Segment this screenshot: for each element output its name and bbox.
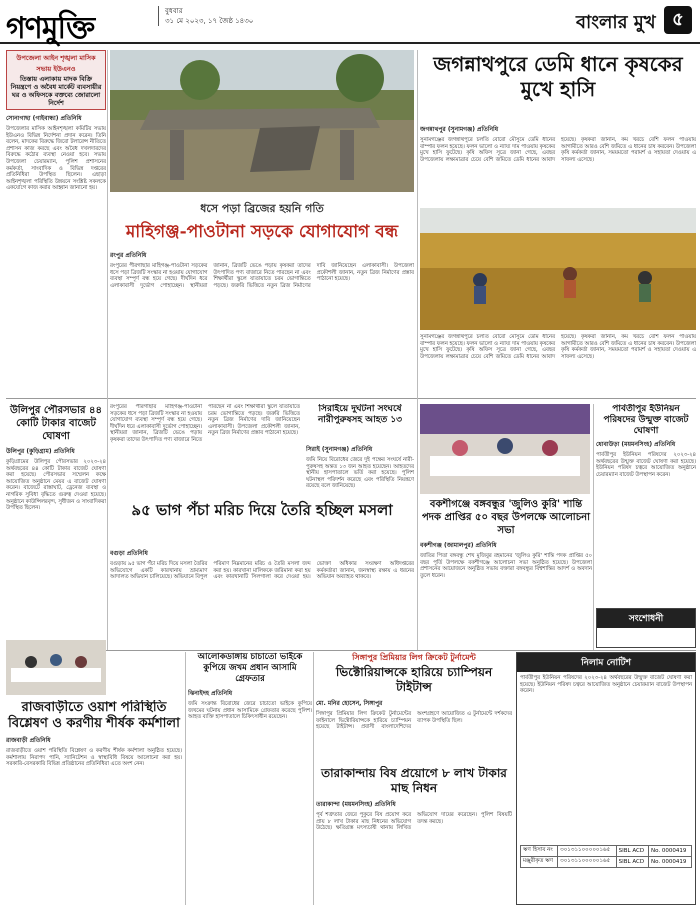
paddy-field-photo <box>420 208 696 330</box>
newspaper-logo: গণমুক্তি <box>6 11 95 46</box>
auction-notice-title: নিলাম নোটিশ <box>517 653 695 672</box>
column-rule <box>417 50 418 650</box>
page-number: ৫ <box>664 6 692 34</box>
article-ulipur-title: উলিপুর পৌরসভার ৪৪ কোটি টাকার বাজেট ঘোষণা <box>10 405 102 442</box>
article-curie-byline: বকশীগঞ্জ (জামালপুর) প্রতিনিধি <box>420 542 497 549</box>
divider-2 <box>6 650 696 651</box>
article-parbatipur-title: পার্বতীপুর ইউনিয়ন পরিষদের উন্মুক্ত বাজেট ঘোষণা <box>603 404 689 436</box>
divider <box>6 398 696 399</box>
column-rule <box>107 50 108 650</box>
article-curie <box>420 498 592 648</box>
article-wash-byline: রাজবাড়ী প্রতিনিধি <box>6 737 51 744</box>
article-fish <box>316 766 512 905</box>
article-jagannathpur-title: জগন্নাথপুরে ডেমি ধানে কৃষকের মুখে হাসি <box>433 52 683 101</box>
article-nari-byline: সিরাই (সুনামগঞ্জ) প্রতিনিধি <box>306 446 373 453</box>
article-jhenaidah-byline: ঝিনাইদহ প্রতিনিধি <box>188 690 233 697</box>
article-jhenaidah-body: জমি সংক্রান্ত বিরোধের জেরে চাচাতো ভাইকে কুপিয়ে জখমের ঘটনায় প্রধান আসামিকে গ্রেফতার করেছে পুলিশ। আহত ব্যক্তি হাসপাতালে চিকিৎসাধীন রয়েছেন। <box>188 701 312 721</box>
table-cell: SIBL ACD <box>616 857 648 868</box>
article-ulipur-body: কুড়িগ্রামের উলিপুর পৌরসভার ২০২৩-২৪ অর্থবছরের ৪৪ কোটি টাকার বাজেট ঘোষণা করা হয়েছে। পৌরসভার সম্মেলন কক্ষে আয়োজিত অনুষ্ঠানে মেয়র এ বাজেট ঘোষণা করেন। বাজেটে রাস্তাঘাট, ড্রেনেজ ব্যবস্থা ও নাগরিক সুবিধা বৃদ্ধিতে গুরুত্ব দেওয়া হয়েছে। অনুষ্ঠানে কাউন্সিলরবৃন্দ, সুধীজন ও সাংবাদিকরা উপস্থিত ছিলেন। <box>6 459 106 512</box>
correction-box <box>596 608 696 648</box>
meeting-photo <box>420 404 590 494</box>
article-bridge-kicker: ধসে পড়া ব্রিজের হয়নি গতি <box>200 202 324 215</box>
column-rule <box>313 652 314 905</box>
article-wash <box>6 700 182 905</box>
section-name: বাংলার মুখ <box>576 12 656 33</box>
article-parbatipur-body: পার্বতীপুর ইউনিয়ন পরিষদের ২০২৩-২৪ অর্থবছরের উন্মুক্ত বাজেট ঘোষণা করা হয়েছে। ইউনিয়ন পরিষদ চত্বরে আয়োজিত অনুষ্ঠানে চেয়ারম্যান বাজেট উপস্থাপন করেন। <box>596 452 696 478</box>
article-bridge-body: রংপুরের পীরগাছার মাহিগঞ্জ-পাওটানা সড়কের ধসে পড়া ব্রিজটি সংস্কার না হওয়ায় যোগাযোগ ব্যবস্থা সম্পূর্ণ বন্ধ হয়ে গেছে। দীর্ঘদিন ধরে এলাকাবাসী দুর্ভোগ পোহাচ্ছেন। স্থানীয়রা জানান, ব্রিজটি ভেঙে পড়ায় কৃষকরা তাদের উৎপাদিত পণ্য বাজারে নিতে পারছেন না এবং শিক্ষার্থীরা স্কুলে যাতায়াতে চরম ভোগান্তিতে পড়ছে। জরুরি ভিত্তিতে নতুন ব্রিজ নির্মাণের দাবি জানিয়েছেন এলাকাবাসী। উপজেলা প্রকৌশলী জানান, নতুন ব্রিজ নির্মাণের প্রস্তাব পাঠানো হয়েছে। <box>110 263 414 289</box>
article-cricket-byline: মো. মনির হোসেন, সিঙ্গাপুর <box>316 700 383 707</box>
table-cell: ৩০১৩১১০০০০০১৬৫ <box>558 846 617 857</box>
article-fish-title: তারাকান্দায় বিষ প্রয়োগে ৮ লাখ টাকার মাছ নিধন <box>321 766 507 795</box>
correction-title: সংশোধনী <box>597 609 695 628</box>
table-cell: No. 0000419 <box>649 846 692 857</box>
masthead-day: বুধবার <box>165 7 183 15</box>
article-masala <box>110 548 414 644</box>
auction-notice-table <box>520 845 692 868</box>
article-curie-title: বকশীগঞ্জে বঙ্গবন্ধুর 'জুলিও কুরি' শান্তি পদক প্রাপ্তির ৫০ বছর উপলক্ষে আলোচনা সভা <box>422 499 590 536</box>
article-cricket <box>316 652 512 762</box>
article-bridge-cont <box>110 404 300 496</box>
table-cell: ৩০১৩১১০০০০০১৬৫ <box>558 857 617 868</box>
masthead-date-line: ৩১ মে ২০২৩, ১৭ জৈষ্ঠ ১৪৩০ <box>165 17 254 25</box>
article-bridge-title: মাহিগঞ্জ-পাওটানা সড়কে যোগাযোগ বন্ধ <box>125 222 399 242</box>
table-cell: No. 0000419 <box>649 857 692 868</box>
table-row <box>521 857 692 868</box>
article-ulipur <box>6 404 106 634</box>
auction-notice <box>516 652 696 905</box>
article-tipu-kicker: উপজেলা আইন শৃঙ্খলা মাসিক সভায় ইউএনও <box>16 54 96 73</box>
article-jhenaidah <box>188 652 312 905</box>
masthead-date <box>158 6 253 26</box>
article-nari-head <box>306 404 414 444</box>
article-cricket-kicker: সিঙ্গাপুর প্রিমিয়ার লিগ ক্রিকেট টুর্নামেন্ট <box>352 652 476 662</box>
auction-notice-body: পার্বতীপুর ইউনিয়ন পরিষদের ২০২৩-২৪ অর্থবছরের উন্মুক্ত বাজেট ঘোষণা করা হয়েছে। ইউনিয়ন পরিষদ চত্বরে আয়োজিত অনুষ্ঠানে চেয়ারম্যান বাজেট উপস্থাপন করেন। <box>520 675 692 695</box>
meeting-photo-illustration <box>420 404 590 494</box>
article-masala-title: ৯৫ ভাগ পঁচা মরিচ দিয়ে তৈরি হচ্ছিল মসলা <box>131 501 393 519</box>
wash-photo-illustration <box>6 640 106 695</box>
article-jagannathpur <box>420 124 696 206</box>
article-jagannathpur-body-cont: সুনামগঞ্জের জগন্নাথপুরে চলতি বোরো মৌসুমে ডেমি ধানের বাম্পার ফলন হয়েছে। ফলন ভালো ও ন্যায্য দাম পাওয়ায় কৃষকের মুখে হাসি ফুটেছে। কৃষি অফিস সূত্রে জানা গেছে, এবছর উপজেলায় লক্ষ্যমাত্রার চেয়ে বেশি জমিতে ডেমি ধানের আবাদ হয়েছে। কৃষকরা জানান, কম খরচে বেশি ফলন পাওয়ায় আগামীতে আরও বেশি জমিতে এ ধানের চাষ করবেন। উপজেলা কৃষি কর্মকর্তা জানান, সময়মতো পরামর্শ ও সহায়তা দেওয়ায় এ সাফল্য এসেছে। <box>420 334 696 360</box>
article-bridge-body-cont: রংপুরের পীরগাছার মাহিগঞ্জ-পাওটানা সড়কের ধসে পড়া ব্রিজটি সংস্কার না হওয়ায় যোগাযোগ ব্যবস্থা সম্পূর্ণ বন্ধ হয়ে গেছে। দীর্ঘদিন ধরে এলাকাবাসী দুর্ভোগ পোহাচ্ছেন। স্থানীয়রা জানান, ব্রিজটি ভেঙে পড়ায় কৃষকরা তাদের উৎপাদিত পণ্য বাজারে নিতে পারছেন না এবং শিক্ষার্থীরা স্কুলে যাতায়াতে চরম ভোগান্তিতে পড়ছে। জরুরি ভিত্তিতে নতুন ব্রিজ নির্মাণের দাবি জানিয়েছেন এলাকাবাসী। উপজেলা প্রকৌশলী জানান, নতুন ব্রিজ নির্মাণের প্রস্তাব পাঠানো হয়েছে। <box>110 404 300 443</box>
article-wash-body: রাজবাড়ীতে ওয়াশ পরিস্থিতি বিশ্লেষণ ও করণীয় শীর্ষক কর্মশালা অনুষ্ঠিত হয়েছে। কর্মশালায় নিরাপদ পানি, স্যানিটেশন ও স্বাস্থ্যবিধি বিষয়ে আলোচনা করা হয়। সরকারি-বেসরকারি বিভিন্ন প্রতিষ্ঠানের প্রতিনিধিরা এতে অংশ নেন। <box>6 748 182 768</box>
paddy-field-illustration <box>420 208 696 330</box>
article-masala-body: বগুড়ায় ৯৫ ভাগ পঁচা মরিচ দিয়ে মসলা তৈরির অভিযোগে একটি কারখানায় ভ্রাম্যমাণ আদালত অভিযান চালিয়েছে। অভিযানে বিপুল পরিমাণ নিম্নমানের মরিচ ও তৈরি মসলা জব্দ করা হয়। কারখানা মালিককে জরিমানা করা হয় এবং কারখানাটি সিলগালা করে দেওয়া হয়। ভোক্তা অধিকার সংরক্ষণ অধিদপ্তরের কর্মকর্তারা জানান, জনস্বাস্থ্য রক্ষায় এ ধরনের অভিযান অব্যাহত থাকবে। <box>110 561 414 581</box>
article-parbatipur-byline: ধোবাউড়া (ময়মনসিংহ) প্রতিনিধি <box>596 441 676 448</box>
article-fish-byline: তারাকান্দা (ময়মনসিংহ) প্রতিনিধি <box>316 801 396 808</box>
article-cricket-body: সিঙ্গাপুর প্রিমিয়ার লিগ ক্রিকেট টুর্নামেন্টের ফাইনালে ভিক্টোরিয়ান্সকে হারিয়ে চ্যাম্পিয়ন হয়েছে টাইটান্স। প্রবাসী বাংলাদেশিদের অংশগ্রহণে আয়োজিত এ টুর্নামেন্টে দর্শকদের ব্যাপক উপস্থিতি ছিল। <box>316 711 512 731</box>
article-ulipur-byline: উলিপুর (কুড়িগ্রাম) প্রতিনিধি <box>6 448 75 455</box>
masthead <box>0 0 700 44</box>
article-cricket-title: ভিক্টোরিয়ান্সকে হারিয়ে চ্যাম্পিয়ন টাইটান্স <box>335 665 493 694</box>
article-tipu-title: তিস্তায় এলাকায় মাদক বিক্রি নিয়ন্ত্রণে ও অবৈধ মার্কেট ব্যবসায়ীর ঘর ও অফিসকে বক্তব্যে জোরালো নির্দেশ <box>10 75 102 107</box>
table-row <box>521 846 692 857</box>
article-jhenaidah-title: আলোকডাঙ্গায় চাচাতো ভাইকে কুপিয়ে জখম প্রধান আসামি গ্রেফতার <box>197 652 303 684</box>
article-masala-head <box>110 500 414 546</box>
bridge-photo-illustration <box>110 50 414 192</box>
article-wash-title: রাজবাড়ীতে ওয়াশ পরিস্থিতি বিশ্লেষণ ও করণীয় শীর্ষক কর্মশালা <box>8 700 180 731</box>
wash-photo <box>6 640 106 695</box>
bridge-photo <box>110 50 414 192</box>
article-fish-body: পূর্ব শত্রুতার জেরে পুকুরে বিষ প্রয়োগ করে প্রায় ৮ লাখ টাকার মাছ নিধনের অভিযোগ উঠেছে। ক্ষতিগ্রস্ত মৎস্যচাষী থানায় লিখিত অভিযোগ দায়ের করেছেন। পুলিশ বিষয়টি তদন্ত করছে। <box>316 812 512 832</box>
article-tipu <box>6 50 106 395</box>
article-jagannathpur-byline: জগন্নাথপুর (সুনামগঞ্জ) প্রতিনিধি <box>420 126 499 133</box>
article-tipu-body: উপজেলার মাসিক আইনশৃঙ্খলা কমিটির সভায় ইউএনও বিভিন্ন নির্দেশনা প্রদান করেন। তিনি বলেন, মাদকের বিরুদ্ধে জিরো টলারেন্স নীতিতে প্রশাসন কাজ করছে এবং অবৈধ দখলদারদের বিরুদ্ধে কঠোর ব্যবস্থা নেওয়া হবে। সভায় উপজেলা চেয়ারম্যান, পুলিশ প্রশাসনের কর্মকর্তা, সাংবাদিক ও বিভিন্ন দপ্তরের প্রতিনিধিরা উপস্থিত ছিলেন। এছাড়া আইনশৃঙ্খলা পরিস্থিতি উন্নয়নে সংশ্লিষ্ট সকলকে একযোগে কাজ করার আহ্বান জানানো হয়। <box>6 126 106 192</box>
article-parbatipur <box>596 404 696 604</box>
article-jagannathpur-head <box>420 52 696 122</box>
article-bridge-byline: রংপুর প্রতিনিধি <box>110 252 147 259</box>
article-nari <box>306 444 414 496</box>
table-cell: ঋণ হিসাব নং <box>521 846 558 857</box>
article-nari-body: জমি নিয়ে বিরোধের জেরে দুই পক্ষের সংঘর্ষে নারী-পুরুষসহ অন্তত ১৩ জন আহত হয়েছেন। আহতদের স্থানীয় হাসপাতালে ভর্তি করা হয়েছে। পুলিশ ঘটনাস্থল পরিদর্শন করেছে এবং পরিস্থিতি নিয়ন্ত্রণে রয়েছে বলে জানিয়েছে। <box>306 457 414 490</box>
article-bridge <box>110 200 414 390</box>
article-jagannathpur-cont <box>420 334 696 396</box>
column-rule <box>593 404 594 650</box>
article-nari-title: সিরাইয়ে দুর্ঘটনা সংঘর্ষে নারীপুরুষসহ আহত ১৩ <box>317 404 403 425</box>
article-tipu-byline: সোনাগাছা (গাইবান্ধা) প্রতিনিধি <box>6 115 82 122</box>
column-rule <box>185 652 186 905</box>
article-jagannathpur-body: সুনামগঞ্জের জগন্নাথপুরে চলতি বোরো মৌসুমে ডেমি ধানের বাম্পার ফলন হয়েছে। ফলন ভালো ও ন্যায্য দাম পাওয়ায় কৃষকের মুখে হাসি ফুটেছে। কৃষি অফিস সূত্রে জানা গেছে, এবছর উপজেলায় লক্ষ্যমাত্রার চেয়ে বেশি জমিতে ডেমি ধানের আবাদ হয়েছে। কৃষকরা জানান, কম খরচে বেশি ফলন পাওয়ায় আগামীতে আরও বেশি জমিতে এ ধানের চাষ করবেন। উপজেলা কৃষি কর্মকর্তা জানান, সময়মতো পরামর্শ ও সহায়তা দেওয়ায় এ সাফল্য এসেছে। <box>420 137 696 163</box>
table-cell: SIBL ACD <box>616 846 648 857</box>
table-cell: মঞ্জুরীকৃত ঋণ <box>521 857 558 868</box>
article-curie-body: জাতির পিতা বঙ্গবন্ধু শেখ মুজিবুর রহমানের 'জুলিও কুরি' শান্তি পদক প্রাপ্তির ৫০ বছর পূর্তি উপলক্ষে বকশীগঞ্জে আলোচনা সভা অনুষ্ঠিত হয়েছে। উপজেলা প্রশাসনের আয়োজনে অনুষ্ঠিত সভায় বক্তারা বঙ্গবন্ধুর বিশ্বশান্তির আদর্শ ও অবদান তুলে ধরেন। <box>420 553 592 579</box>
article-masala-byline: বগুড়া প্রতিনিধি <box>110 550 148 557</box>
